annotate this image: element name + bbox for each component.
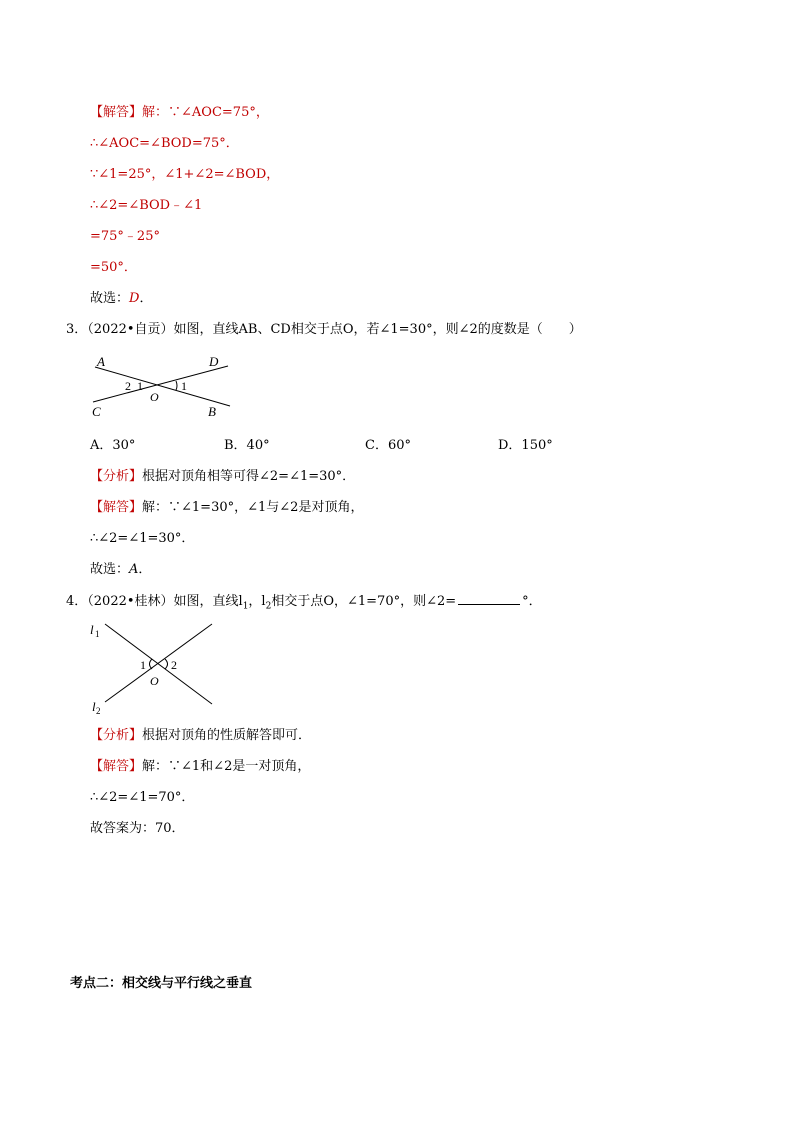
q2-solution-text: 解：∵∠AOC=75°，	[142, 105, 269, 120]
q4-label-2: 2	[171, 658, 177, 672]
q3-solution-line-2: ∴∠2=∠1=30°．	[90, 531, 195, 546]
q3-label-b: B	[208, 404, 216, 419]
q3-label-a: A	[97, 354, 105, 369]
q3-figure	[88, 350, 238, 422]
q3-choice-line	[90, 561, 151, 579]
section-heading: 考点二：相交线与平行线之垂直	[70, 976, 253, 991]
q2-solution-line-4: ∴∠2=∠BOD﹣∠1	[90, 198, 203, 213]
q3-label-2: 2	[125, 379, 131, 393]
q2-solution-line-1	[90, 104, 269, 122]
q3-solution-line-1	[90, 499, 363, 517]
q4-solution-text: 解：∵∠1和∠2是一对顶角，	[142, 759, 311, 774]
q3-choice-letter: A	[129, 562, 139, 577]
q4-solution-tag: 【解答】	[90, 759, 143, 774]
q4-label-o: O	[150, 674, 159, 688]
q3-analysis-text: 根据对顶角相等可得∠2=∠1=30°．	[142, 469, 356, 484]
q2-solution-line-6: =50°．	[90, 260, 137, 275]
q2-choice-letter: D	[129, 291, 140, 306]
q4-answer-blank	[458, 592, 520, 605]
q3-label-c: C	[92, 404, 101, 419]
q4-solution-line-2: ∴∠2=∠1=70°．	[90, 790, 195, 805]
q2-choice-suffix: ．	[139, 291, 153, 306]
q3-stem: 3．（2022•自贡）如图，直线AB、CD相交于点O，若∠1=30°，则∠2的度数是（ ）	[66, 322, 582, 337]
q3-line-ab	[95, 367, 230, 406]
q3-label-o: O	[150, 390, 159, 404]
q3-line-cd	[93, 366, 228, 402]
q4-solution-line-1	[90, 758, 310, 776]
q4-label-l2-sub: 2	[96, 706, 101, 716]
q3-choice-prefix: 故选：	[90, 562, 130, 577]
q4-angle-arc-2	[165, 659, 168, 669]
q4-stem-sub2: 2	[265, 601, 272, 612]
q3-option-a: A．30°	[90, 438, 136, 453]
q3-solution-text: 解：∵∠1=30°，∠1与∠2是对顶角，	[142, 500, 364, 515]
q3-label-d: D	[209, 354, 219, 369]
q4-stem	[66, 592, 542, 616]
q3-solution-tag: 【解答】	[90, 500, 143, 515]
q4-analysis-text: 根据对顶角的性质解答即可．	[142, 728, 312, 743]
q4-analysis-tag: 【分析】	[90, 728, 143, 743]
q4-figure	[86, 618, 226, 718]
q4-stem-before: 4．（2022•桂林）如图，直线l	[66, 594, 243, 609]
q4-stem-mid: ，l	[248, 594, 266, 609]
q4-stem-end: °．	[522, 594, 542, 609]
q2-solution-line-2: ∴∠AOC=∠BOD=75°．	[90, 136, 239, 151]
q2-solution-line-3: ∵∠1=25°，∠1+∠2=∠BOD，	[90, 167, 280, 182]
q3-label-1-right: 1	[181, 379, 187, 393]
q3-analysis-tag: 【分析】	[90, 469, 143, 484]
q3-angle-arc	[176, 381, 177, 390]
q3-option-b: B．40°	[224, 438, 270, 453]
q4-label-l2: l	[92, 699, 96, 714]
q4-label-1: 1	[140, 658, 146, 672]
q3-option-d: D．150°	[498, 438, 553, 453]
q4-label-l1-sub: 1	[95, 629, 100, 639]
q3-option-c: C．60°	[365, 438, 411, 453]
q4-stem-sub1: 1	[242, 601, 249, 612]
q3-analysis-line	[90, 468, 355, 486]
q4-answer-line: 故答案为：70．	[90, 821, 185, 836]
q4-label-l1: l	[90, 622, 94, 637]
q3-choice-suffix: ．	[138, 562, 152, 577]
q2-solution-tag: 【解答】	[90, 105, 143, 120]
q2-choice-line	[90, 290, 152, 308]
q3-label-1-left: 1	[137, 379, 143, 393]
q2-choice-prefix: 故选：	[90, 291, 130, 306]
q2-solution-line-5: =75°﹣25°	[90, 229, 160, 244]
q4-analysis-line	[90, 727, 311, 745]
q4-stem-after: 相交于点O，∠1=70°，则∠2=	[271, 594, 457, 609]
